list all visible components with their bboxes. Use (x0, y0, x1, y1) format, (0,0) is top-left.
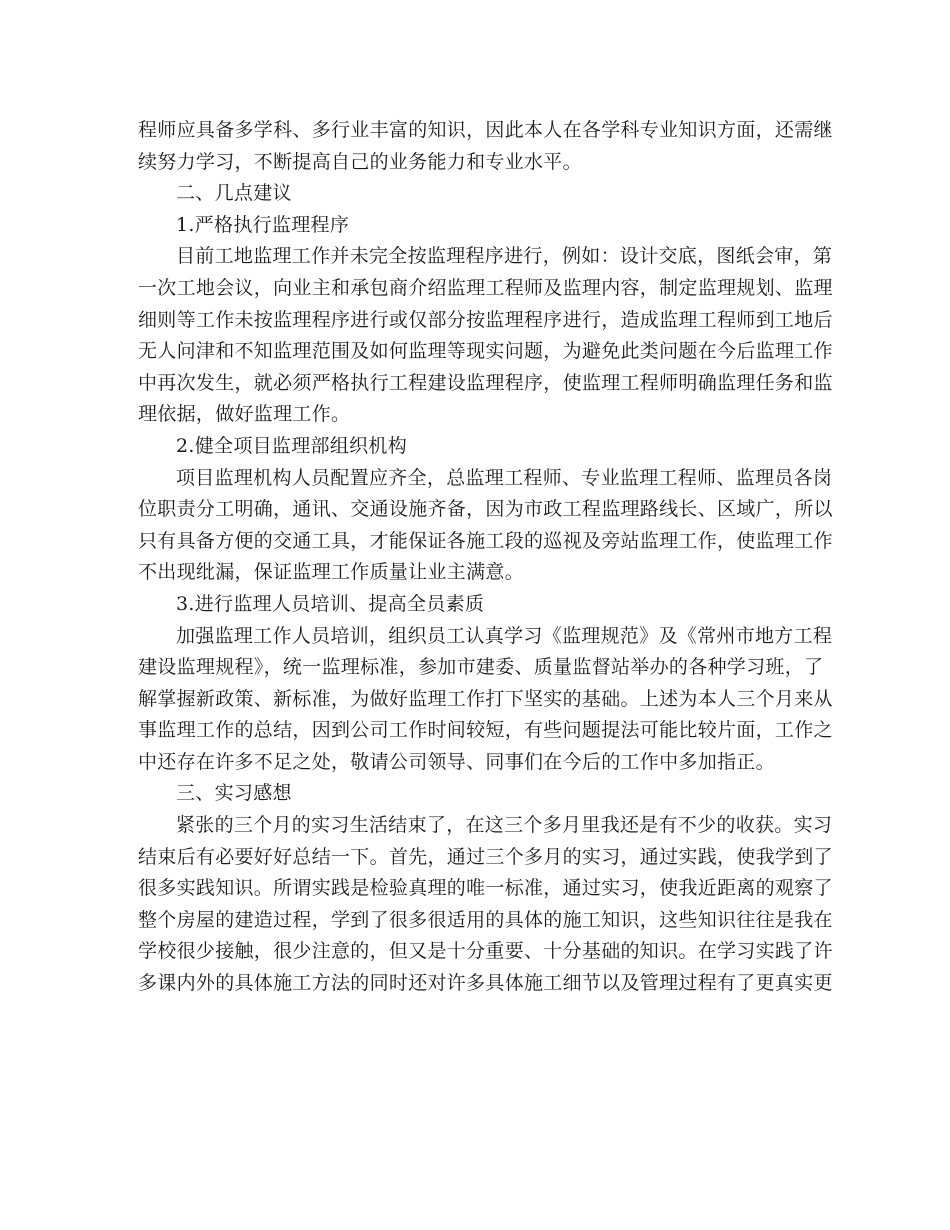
text-line: 学校很少接触，很少注意的，但又是十分重要、十分基础的知识。在学习实践了许 (138, 940, 833, 963)
text-line: 续努力学习，不断提高自己的业务能力和专业水平。 (138, 150, 582, 173)
subsection-heading: 1.严格执行监理程序 (176, 213, 350, 236)
text-line: 多课内外的具体施工方法的同时还对许多具体施工细节以及管理过程有了更真实更 (138, 972, 833, 995)
text-line: 项目监理机构人员配置应齐全，总监理工程师、专业监理工程师、监理员各岗 (176, 466, 833, 489)
text-line: 解掌握新政策、新标准，为做好监理工作打下坚实的基础。上述为本人三个月来从 (138, 687, 833, 710)
text-line: 无人问津和不知监理范围及如何监理等现实问题，为避免此类问题在今后监理工作 (138, 340, 833, 363)
text-line: 中再次发生，就必须严格执行工程建设监理程序，使监理工程师明确监理任务和监 (138, 371, 833, 394)
text-line: 一次工地会议，向业主和承包商介绍监理工程师及监理内容，制定监理规划、监理 (138, 276, 833, 299)
document-body (138, 115, 833, 1000)
text-line: 很多实践知识。所谓实践是检验真理的唯一标准，通过实习，使我近距离的观察了 (138, 877, 833, 900)
text-line: 不出现纰漏，保证监理工作质量让业主满意。 (138, 561, 525, 584)
section-heading: 三、实习感想 (176, 782, 292, 805)
subsection-heading: 2.健全项目监理部组织机构 (176, 434, 408, 457)
text-line: 理依据，做好监理工作。 (138, 403, 351, 426)
text-line: 建设监理规程》，统一监理标准，参加市建委、质量监督站举办的各种学习班，了 (138, 656, 824, 679)
text-line: 结束后有必要好好总结一下。首先，通过三个多月的实习，通过实践，使我学到了 (138, 845, 833, 868)
text-line: 事监理工作的总结，因到公司工作时间较短，有些问题提法可能比较片面，工作之 (138, 719, 833, 742)
text-line: 目前工地监理工作并未完全按监理程序进行，例如：设计交底，图纸会审，第 (176, 245, 833, 268)
subsection-heading: 3.进行监理人员培训、提高全员素质 (176, 592, 485, 615)
text-line: 细则等工作未按监理程序进行或仅部分按监理程序进行，造成监理工程师到工地后 (138, 308, 833, 331)
text-line: 程师应具备多学科、多行业丰富的知识，因此本人在各学科专业知识方面，还需继 (138, 119, 833, 141)
text-line: 只有具备方便的交通工具，才能保证各施工段的巡视及旁站监理工作，使监理工作 (138, 529, 833, 552)
text-line: 紧张的三个月的实习生活结束了，在这三个多月里我还是有不少的收获。实习 (176, 814, 833, 837)
text-line: 整个房屋的建造过程，学到了很多很适用的具体的施工知识，这些知识往往是我在 (138, 908, 833, 931)
text-line: 位职责分工明确，通讯、交通设施齐备，因为市政工程监理路线长、区域广，所以 (138, 498, 833, 521)
text-line: 加强监理工作人员培训，组织员工认真学习《监理规范》及《常州市地方工程 (176, 624, 833, 647)
text-line: 中还存在许多不足之处，敬请公司领导、同事们在今后的工作中多加指正。 (138, 750, 775, 773)
section-heading: 二、几点建议 (176, 182, 292, 205)
